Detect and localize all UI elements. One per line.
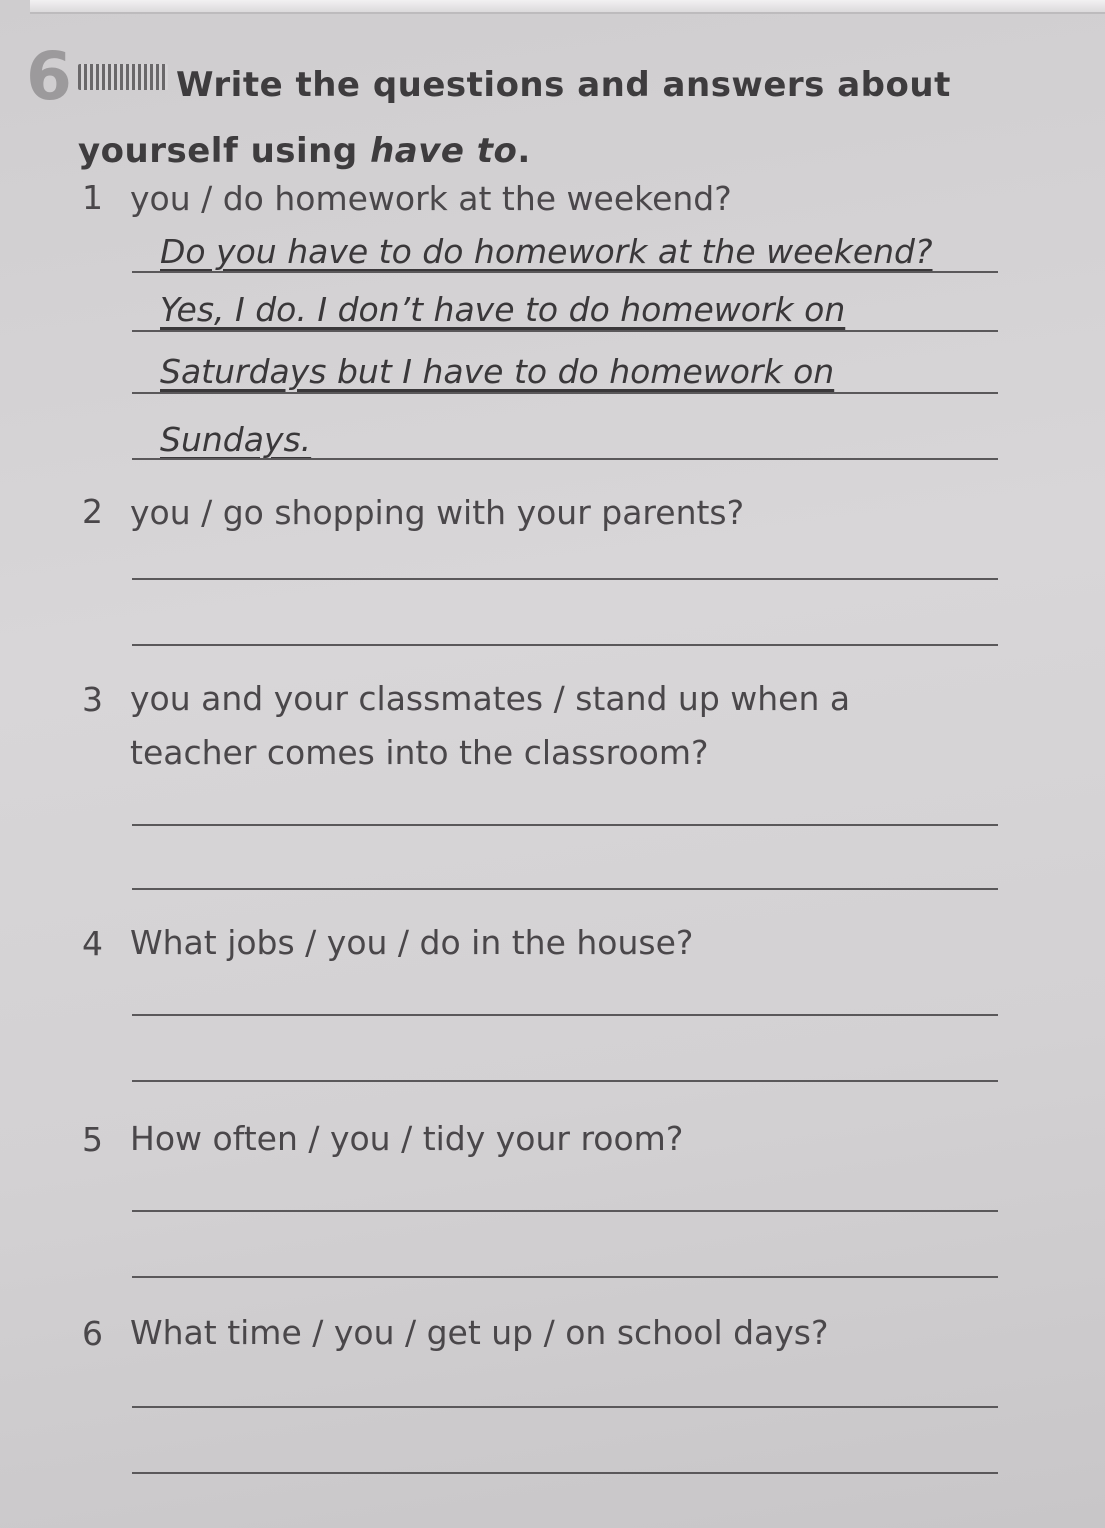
answer-line[interactable] [132, 330, 998, 332]
answer-line[interactable] [132, 1472, 998, 1474]
item-prompt: you / go shopping with your parents? [130, 493, 745, 532]
answer-line[interactable] [132, 458, 998, 460]
item-prompt: How often / you / tidy your room? [130, 1119, 684, 1158]
item-number: 6 [82, 1314, 103, 1353]
item-prompt: What time / you / get up / on school days? [130, 1313, 829, 1352]
answer-line-text: Do you have to do homework at the weekend? [160, 232, 933, 271]
item-number: 3 [82, 680, 103, 719]
item-number: 5 [82, 1120, 103, 1159]
item-number: 2 [82, 492, 103, 531]
answer-line[interactable] [132, 1276, 998, 1278]
answer-line[interactable] [132, 644, 998, 646]
exercise-instruction [78, 52, 978, 184]
instruction-emphasis: have to [370, 131, 518, 171]
instruction-end: . [517, 131, 531, 171]
answer-line[interactable] [132, 888, 998, 890]
item-number: 1 [82, 178, 103, 217]
item-number: 4 [82, 924, 103, 963]
instruction-text: Write the questions and answers about yourself using [78, 65, 951, 171]
exercise-number: 6 [26, 38, 72, 115]
item-prompt: What jobs / you / do in the house? [130, 923, 694, 962]
page-edge [30, 0, 1105, 14]
item-prompt: you / do homework at the weekend? [130, 179, 732, 218]
answer-line[interactable] [132, 271, 998, 273]
answer-line[interactable] [132, 1406, 998, 1408]
answer-line-text: Sundays. [160, 420, 312, 459]
answer-line[interactable] [132, 824, 998, 826]
answer-line[interactable] [132, 1210, 998, 1212]
answer-line[interactable] [132, 1080, 998, 1082]
answer-line-text: Saturdays but I have to do homework on [160, 352, 835, 391]
answer-line[interactable] [132, 578, 998, 580]
answer-line[interactable] [132, 1014, 998, 1016]
item-prompt: you and your classmates / stand up when a teacher comes into the classroom? [130, 679, 851, 772]
answer-line[interactable] [132, 392, 998, 394]
answer-line-text: Yes, I do. I don’t have to do homework on [160, 290, 846, 329]
